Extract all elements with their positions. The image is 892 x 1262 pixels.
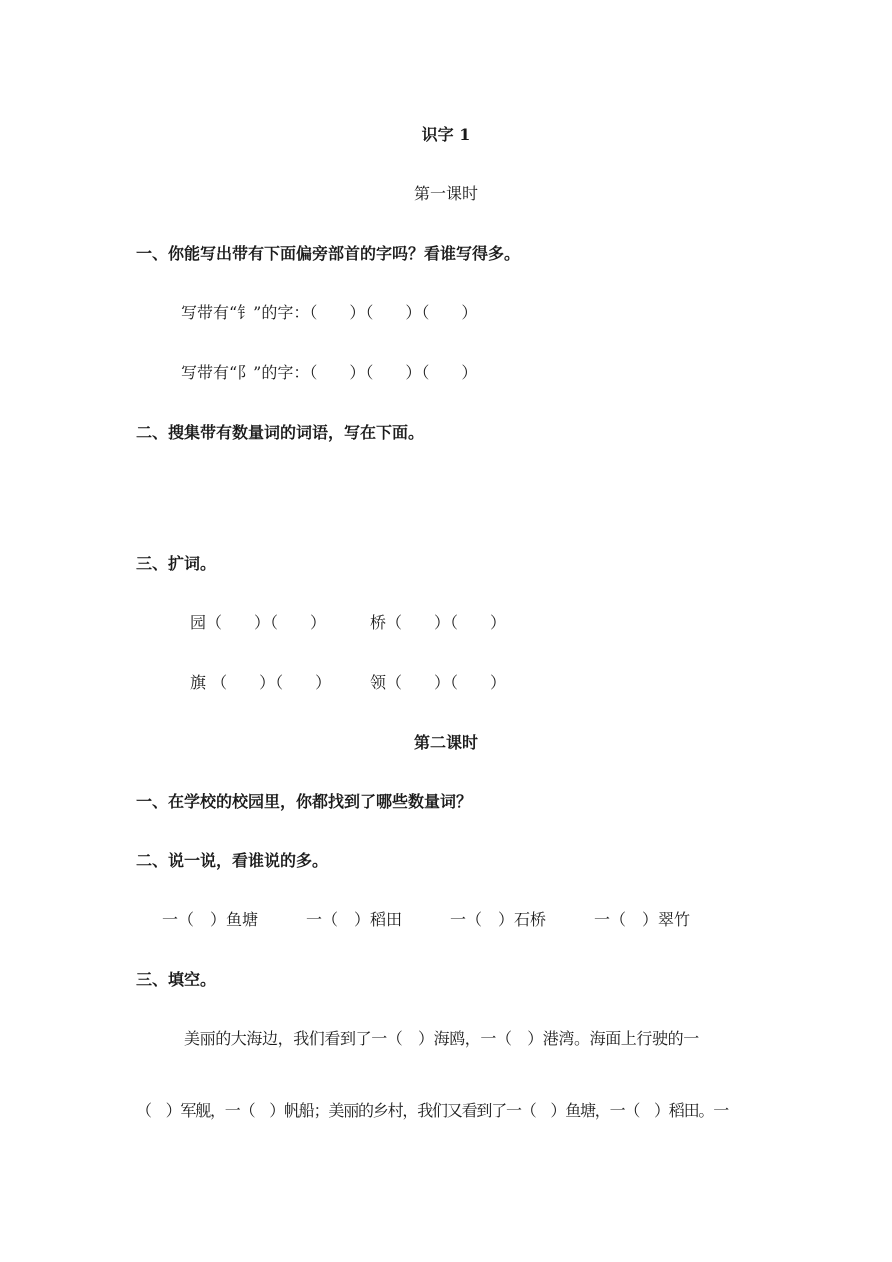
lesson2-q3-label: 三、填空。 <box>136 970 217 989</box>
measure-item: 一（ ）翠竹 <box>594 910 691 929</box>
lesson2-q2-items <box>162 910 690 930</box>
measure-item: 一（ ）稻田 <box>306 910 403 929</box>
lesson1-q2-label: 二、搜集带有数量词的词语，写在下面。 <box>136 423 425 442</box>
fill-blank-paragraph-line2: （ ）军舰，一（ ）帆船；美丽的乡村，我们又看到了一（ ）鱼塘，一（ ）稻田。一 <box>136 1101 729 1120</box>
expand-word-yuan: 园（ ）（ ） <box>190 613 327 632</box>
lesson1-q3-row1 <box>190 613 506 633</box>
fill-blank-paragraph-line1: 美丽的大海边，我们看到了一（ ）海鸥，一（ ）港湾。海面上行驶的一 <box>184 1029 699 1048</box>
lesson1-q3-label: 三、扩词。 <box>136 554 217 573</box>
expand-word-ling: 领（ ）（ ） <box>370 673 507 692</box>
lesson2-q1-label: 一、在学校的校园里，你都找到了哪些数量词？ <box>136 792 473 811</box>
lesson2-q2-label: 二、说一说，看谁说的多。 <box>136 851 329 870</box>
doc-title: 识字 1 <box>421 125 471 144</box>
lesson2-heading: 第二课时 <box>413 733 478 752</box>
lesson1-q3-row2 <box>190 673 506 693</box>
expand-word-qi: 旗 （ ）（ ） <box>190 673 332 692</box>
expand-word-qiao: 桥（ ）（ ） <box>370 613 507 632</box>
measure-item: 一（ ）鱼塘 <box>162 910 259 929</box>
lesson1-q1-line1: 写带有“钅”的字：（ ）（ ）（ ） <box>181 303 478 322</box>
lesson1-q1-line2: 写带有“阝”的字：（ ）（ ）（ ） <box>181 363 478 382</box>
lesson1-q1-label: 一、你能写出带有下面偏旁部首的字吗？看谁写得多。 <box>136 244 521 263</box>
lesson1-heading: 第一课时 <box>413 184 478 203</box>
measure-item: 一（ ）石桥 <box>450 910 547 929</box>
